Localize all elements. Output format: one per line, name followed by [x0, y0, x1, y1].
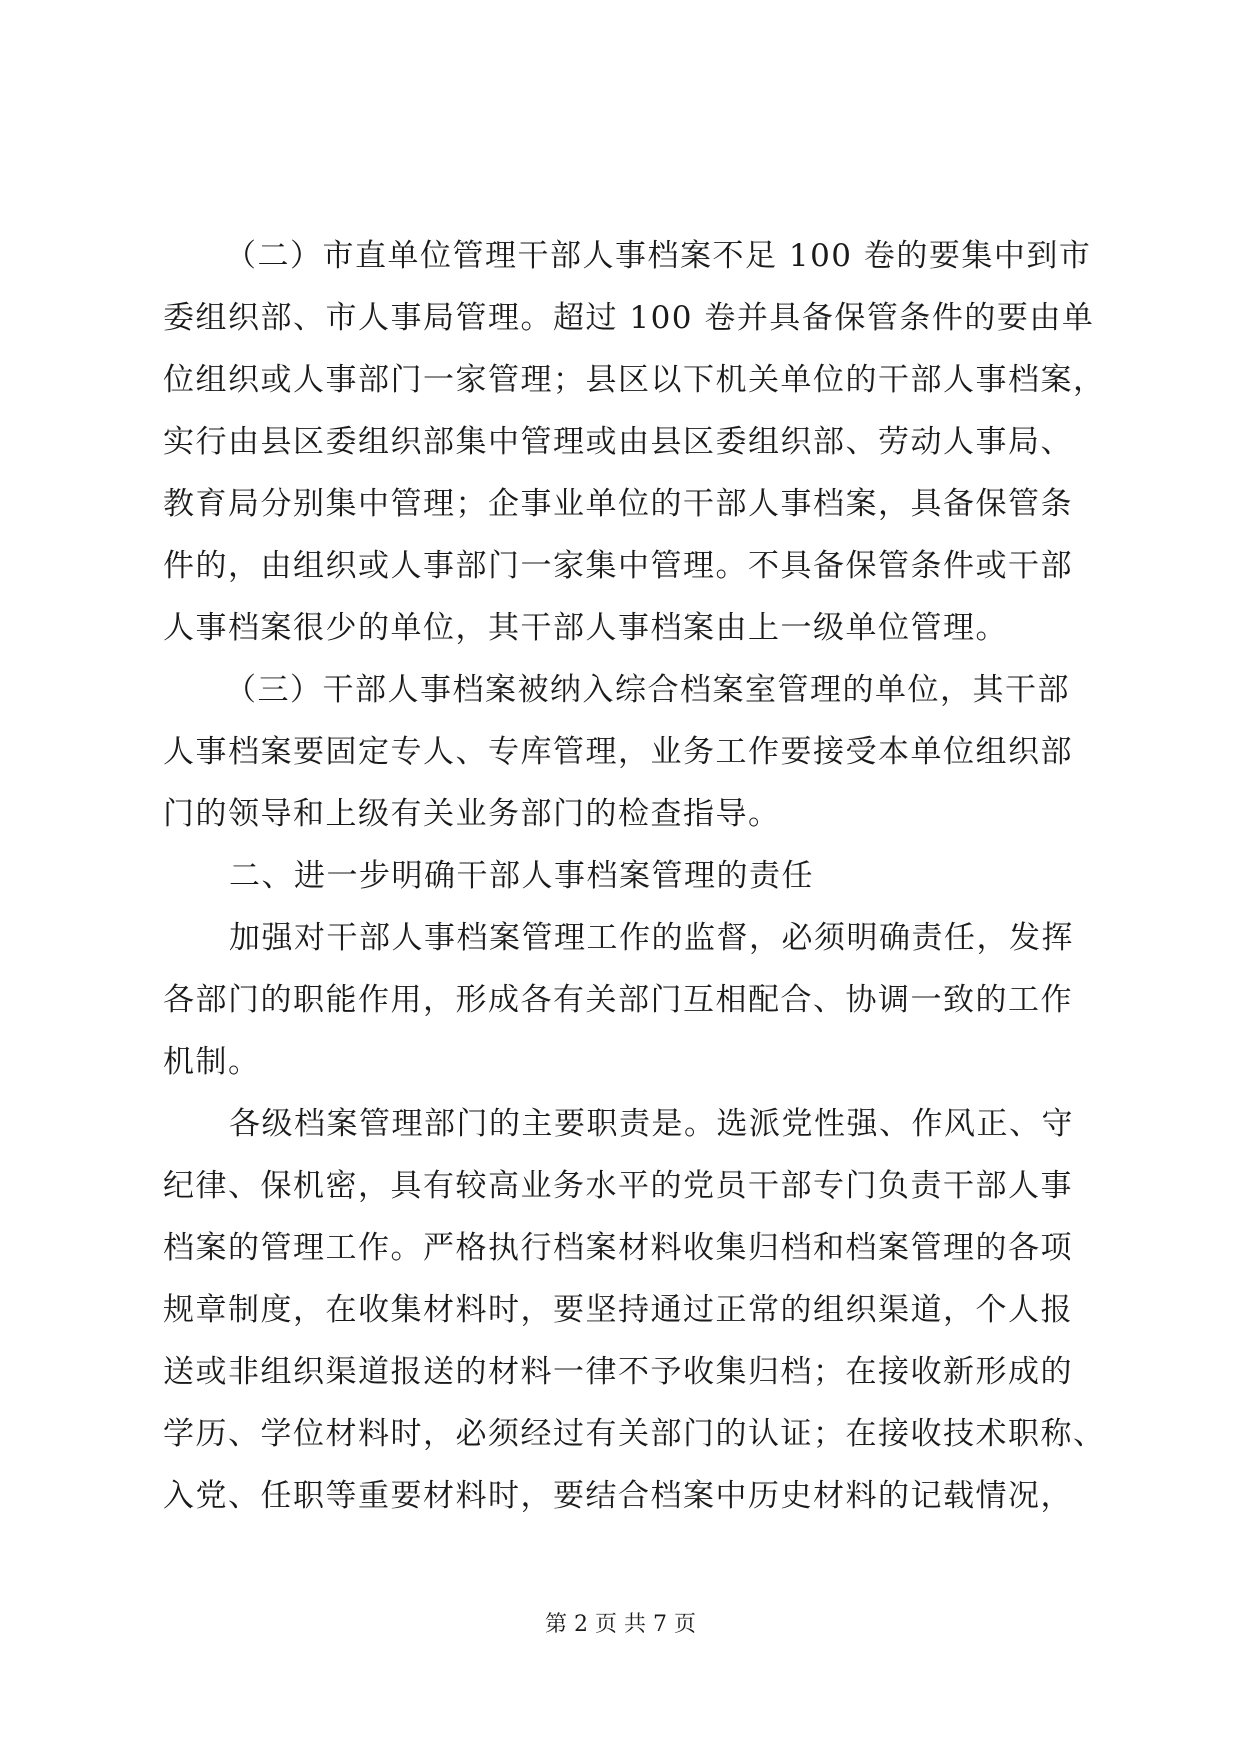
section-heading: 二、进一步明确干部人事档案管理的责任	[229, 858, 814, 894]
paragraph-line: 各部门的职能作用，形成各有关部门互相配合、协调一致的工作	[163, 982, 1073, 1018]
paragraph-line: 规章制度，在收集材料时，要坚持通过正常的组织渠道，个人报	[163, 1292, 1073, 1328]
paragraph-line: （二）市直单位管理干部人事档案不足 100 卷的要集中到市	[225, 238, 1092, 274]
paragraph-line: 教育局分别集中管理；企事业单位的干部人事档案，具备保管条	[163, 486, 1073, 522]
paragraph-line: 门的领导和上级有关业务部门的检查指导。	[163, 796, 781, 832]
paragraph-line: 机制。	[163, 1044, 261, 1080]
paragraph-line: 加强对干部人事档案管理工作的监督，必须明确责任，发挥	[229, 920, 1074, 956]
paragraph-line: 实行由县区委组织部集中管理或由县区委组织部、劳动人事局、	[163, 424, 1073, 460]
paragraph-line: 学历、学位材料时，必须经过有关部门的认证；在接收技术职称、	[163, 1416, 1106, 1452]
paragraph-line: （三）干部人事档案被纳入综合档案室管理的单位，其干部	[225, 672, 1070, 708]
paragraph-line: 人事档案很少的单位，其干部人事档案由上一级单位管理。	[163, 610, 1008, 646]
paragraph-line: 档案的管理工作。严格执行档案材料收集归档和档案管理的各项	[163, 1230, 1073, 1266]
document-body	[163, 225, 1123, 1527]
paragraph-line: 送或非组织渠道报送的材料一律不予收集归档；在接收新形成的	[163, 1354, 1073, 1390]
paragraph-line: 件的，由组织或人事部门一家集中管理。不具备保管条件或干部	[163, 548, 1073, 584]
paragraph-line: 纪律、保机密，具有较高业务水平的党员干部专门负责干部人事	[163, 1168, 1073, 1204]
paragraph-line: 位组织或人事部门一家管理；县区以下机关单位的干部人事档案，	[163, 362, 1106, 398]
page-footer	[0, 1610, 1241, 1640]
paragraph-line: 入党、任职等重要材料时，要结合档案中历史材料的记载情况，	[163, 1478, 1073, 1514]
page-number-label: 第 2 页 共 7 页	[545, 1612, 696, 1637]
paragraph-line: 委组织部、市人事局管理。超过 100 卷并具备保管条件的要由单	[163, 300, 1095, 336]
paragraph-line: 各级档案管理部门的主要职责是。选派党性强、作风正、守	[229, 1106, 1074, 1142]
paragraph-line: 人事档案要固定专人、专库管理，业务工作要接受本单位组织部	[163, 734, 1073, 770]
